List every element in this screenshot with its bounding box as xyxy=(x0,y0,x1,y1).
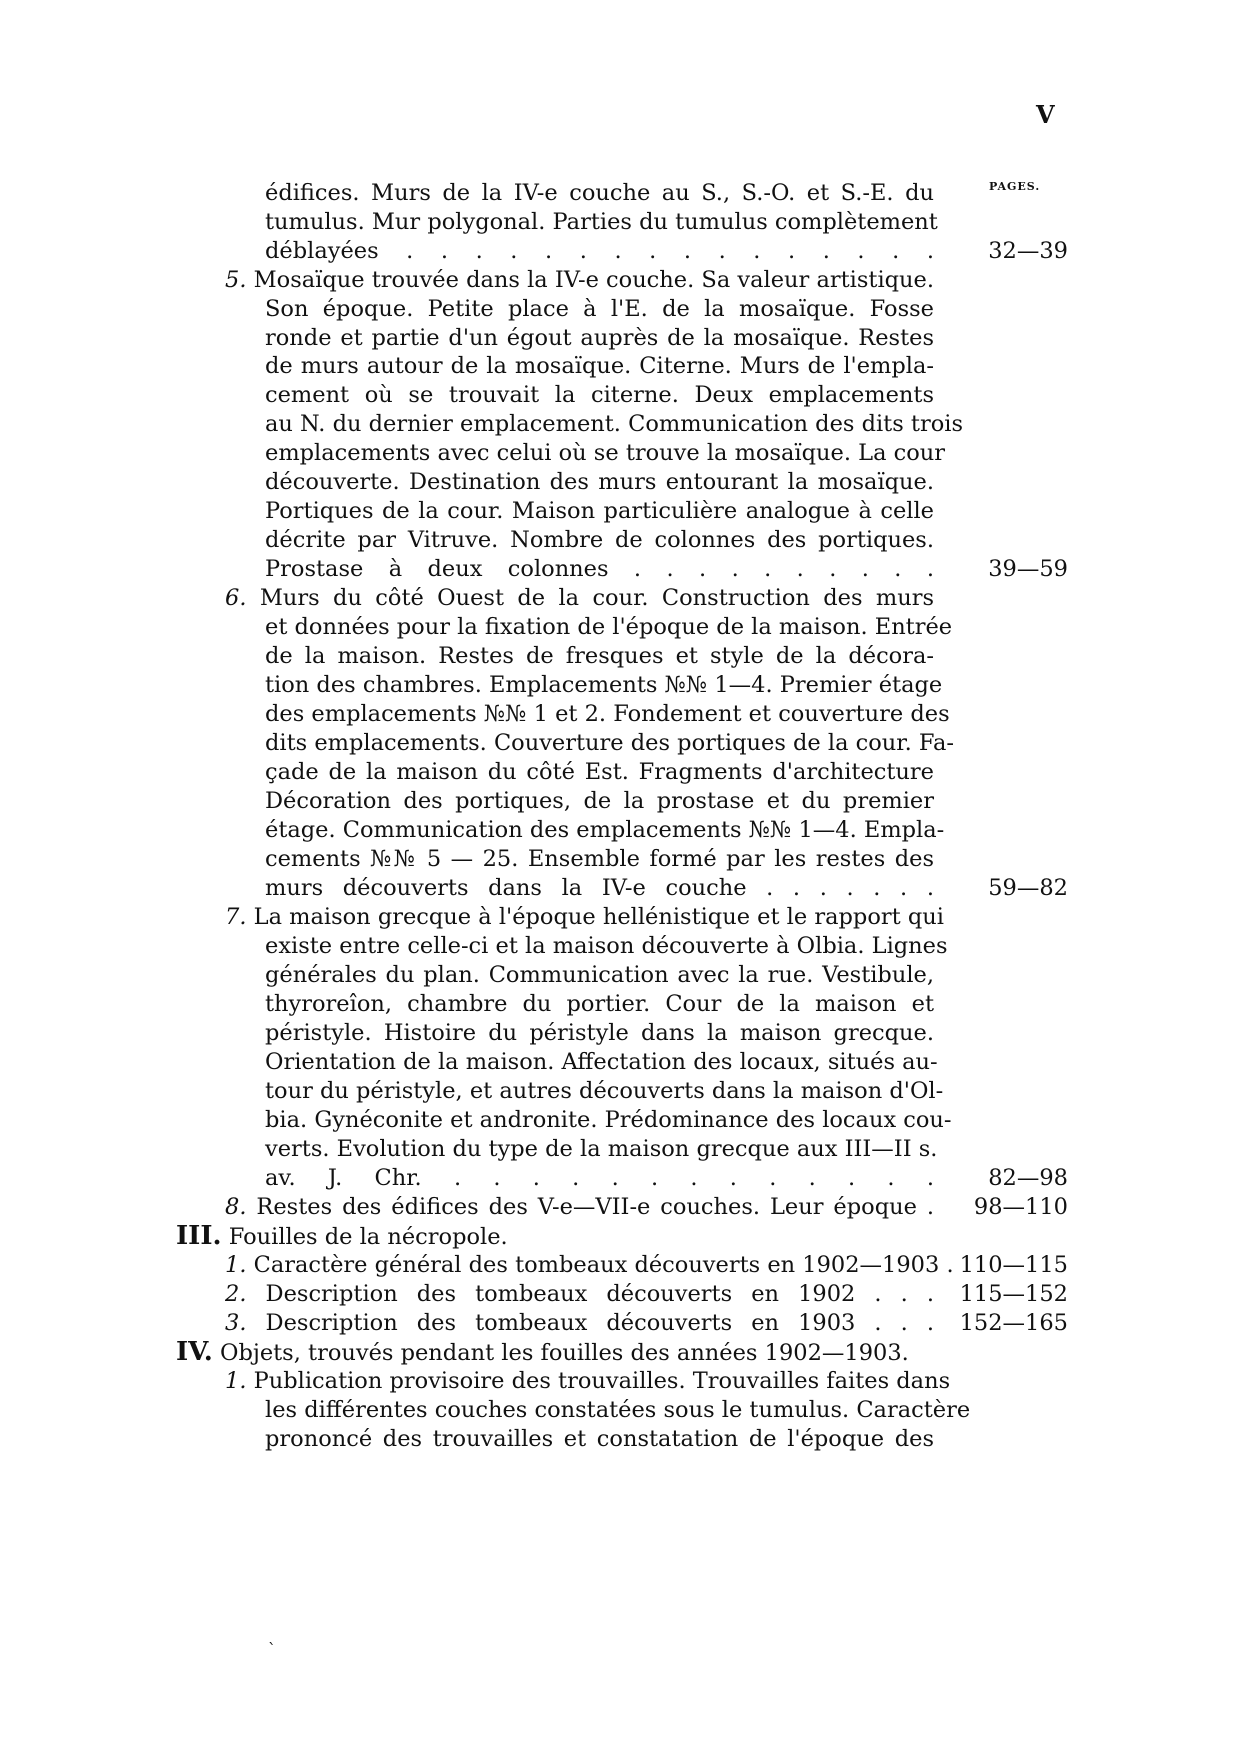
toc-line: cements №№ 5 — 25. Ensemble formé par les restes des xyxy=(265,846,934,872)
entry-number: 1. xyxy=(225,1252,247,1278)
toc-entry-iii-3 xyxy=(225,1307,934,1339)
page-range: 98—110 xyxy=(973,1194,1068,1220)
toc-line: emplacements avec celui où se trouve la mosaïque. La cour xyxy=(265,440,946,466)
page-number: V xyxy=(1036,100,1055,129)
section-title: Fouilles de la nécropole. xyxy=(228,1224,508,1250)
toc-line: La maison grecque à l'époque hellénistique et le rapport qui xyxy=(253,904,944,930)
toc-line: étage. Communication des emplacements №№ 1—4. Empla- xyxy=(265,817,945,843)
toc-line: de murs autour de la mosaïque. Citerne. Murs de l'empla- xyxy=(265,353,934,379)
section-heading-iii xyxy=(176,1220,934,1252)
entry-number: 2. xyxy=(225,1281,247,1307)
toc-line: Orientation de la maison. Affectation des locaux, situés au- xyxy=(265,1049,938,1075)
toc-line: tion des chambres. Emplacements №№ 1—4. Premier étage xyxy=(265,672,943,698)
page-range: 39—59 xyxy=(988,556,1068,582)
toc-line: Caractère général des tombeaux découverts en 1902—1903 . xyxy=(253,1252,954,1278)
toc-line: existe entre celle-ci et la maison découverte à Olbia. Lignes xyxy=(265,933,948,959)
toc-line: Portiques de la cour. Maison particulière analogue à celle xyxy=(265,498,934,524)
toc-entry-5 xyxy=(225,264,934,296)
toc-line: découverte. Destination des murs entourant la mosaïque. xyxy=(265,469,934,495)
toc-entry-6 xyxy=(225,582,934,614)
toc-line: tour du péristyle, et autres découverts dans la maison d'Ol- xyxy=(265,1078,944,1104)
toc-line: et données pour la fixation de l'époque de la maison. Entrée xyxy=(265,614,953,640)
entry-number: 3. xyxy=(225,1310,247,1336)
section-number: III. xyxy=(176,1221,222,1251)
toc-entry-iii-2 xyxy=(225,1278,934,1310)
toc-line: ronde et partie d'un égout auprès de la mosaïque. Restes xyxy=(265,325,934,351)
toc-line: générales du plan. Communication avec la rue. Vestibule, xyxy=(265,962,934,988)
toc-entry-iii-1 xyxy=(225,1249,954,1281)
entry-number: 8. xyxy=(225,1194,247,1220)
toc-line: les différentes couches constatées sous le tumulus. Caractère xyxy=(265,1397,971,1423)
toc-line: Son époque. Petite place à l'E. de la mosaïque. Fosse xyxy=(265,296,934,322)
page-range: 32—39 xyxy=(988,238,1068,264)
toc-line: prononcé des trouvailles et constatation de l'époque des xyxy=(265,1426,934,1452)
entry-number: 1. xyxy=(225,1368,247,1394)
toc-line: Décoration des portiques, de la prostase et du premier xyxy=(265,788,934,814)
toc-line: Prostase à deux colonnes . . . . . . . . . . xyxy=(265,556,934,582)
toc-line: tumulus. Mur polygonal. Parties du tumulus complètement xyxy=(265,209,938,235)
toc-line: au N. du dernier emplacement. Communication des dits trois xyxy=(265,411,964,437)
toc-line: Description des tombeaux découverts en 1903 . . . xyxy=(265,1310,934,1336)
toc-line: çade de la maison du côté Est. Fragments d'architecture xyxy=(265,759,934,785)
toc-entry-7 xyxy=(225,901,944,933)
toc-entry-iv-1 xyxy=(225,1365,951,1397)
section-title: Objets, trouvés pendant les fouilles des années 1902—1903. xyxy=(220,1340,909,1366)
pages-column-label: PAGES. xyxy=(989,180,1041,193)
toc-line: dits emplacements. Couverture des portiques de la cour. Fa- xyxy=(265,730,954,756)
toc-line: verts. Evolution du type de la maison grecque aux III—II s. xyxy=(265,1136,938,1162)
toc-line: édifices. Murs de la IV-e couche au S., S.-O. et S.-E. du xyxy=(265,180,934,206)
toc-line: péristyle. Histoire du péristyle dans la maison grecque. xyxy=(265,1020,934,1046)
toc-line: murs découverts dans la IV-e couche . . . . . . . xyxy=(265,875,934,901)
page-range: 59—82 xyxy=(988,875,1068,901)
toc-line: des emplacements №№ 1 et 2. Fondement et couverture des xyxy=(265,701,950,727)
toc-line: Description des tombeaux découverts en 1902 . . . xyxy=(265,1281,934,1307)
toc-line: av. J. Chr. . . . . . . . . . . . . . xyxy=(265,1165,934,1191)
toc-line: de la maison. Restes de fresques et style de la décora- xyxy=(265,643,934,669)
toc-line: déblayées . . . . . . . . . . . . . . . . xyxy=(265,238,934,264)
toc-line: Murs du côté Ouest de la cour. Construction des murs xyxy=(259,585,934,611)
section-heading-iv xyxy=(176,1336,934,1368)
toc-line: cement où se trouvait la citerne. Deux emplacements xyxy=(265,382,934,408)
toc-line: bia. Gynéconite et andronite. Prédominance des locaux cou- xyxy=(265,1107,952,1133)
entry-number: 7. xyxy=(225,904,247,930)
toc-line: Mosaïque trouvée dans la IV-e couche. Sa valeur artistique. xyxy=(253,267,935,293)
page-range: 115—152 xyxy=(959,1281,1068,1307)
entry-number: 5. xyxy=(225,267,247,293)
toc-line: thyroreîon, chambre du portier. Cour de la maison et xyxy=(265,991,934,1017)
stray-print-mark: ` xyxy=(268,1640,276,1659)
page-range: 110—115 xyxy=(959,1252,1068,1278)
toc-entry-8 xyxy=(225,1191,934,1223)
toc-line: décrite par Vitruve. Nombre de colonnes des portiques. xyxy=(265,527,934,553)
page-range: 152—165 xyxy=(959,1310,1068,1336)
section-number: IV. xyxy=(176,1337,213,1367)
toc-line: Publication provisoire des trouvailles. Trouvailles faites dans xyxy=(253,1368,951,1394)
page-range: 82—98 xyxy=(988,1165,1068,1191)
entry-number: 6. xyxy=(225,585,247,611)
toc-line: Restes des édifices des V-e—VII-e couches. Leur époque . xyxy=(256,1194,934,1220)
